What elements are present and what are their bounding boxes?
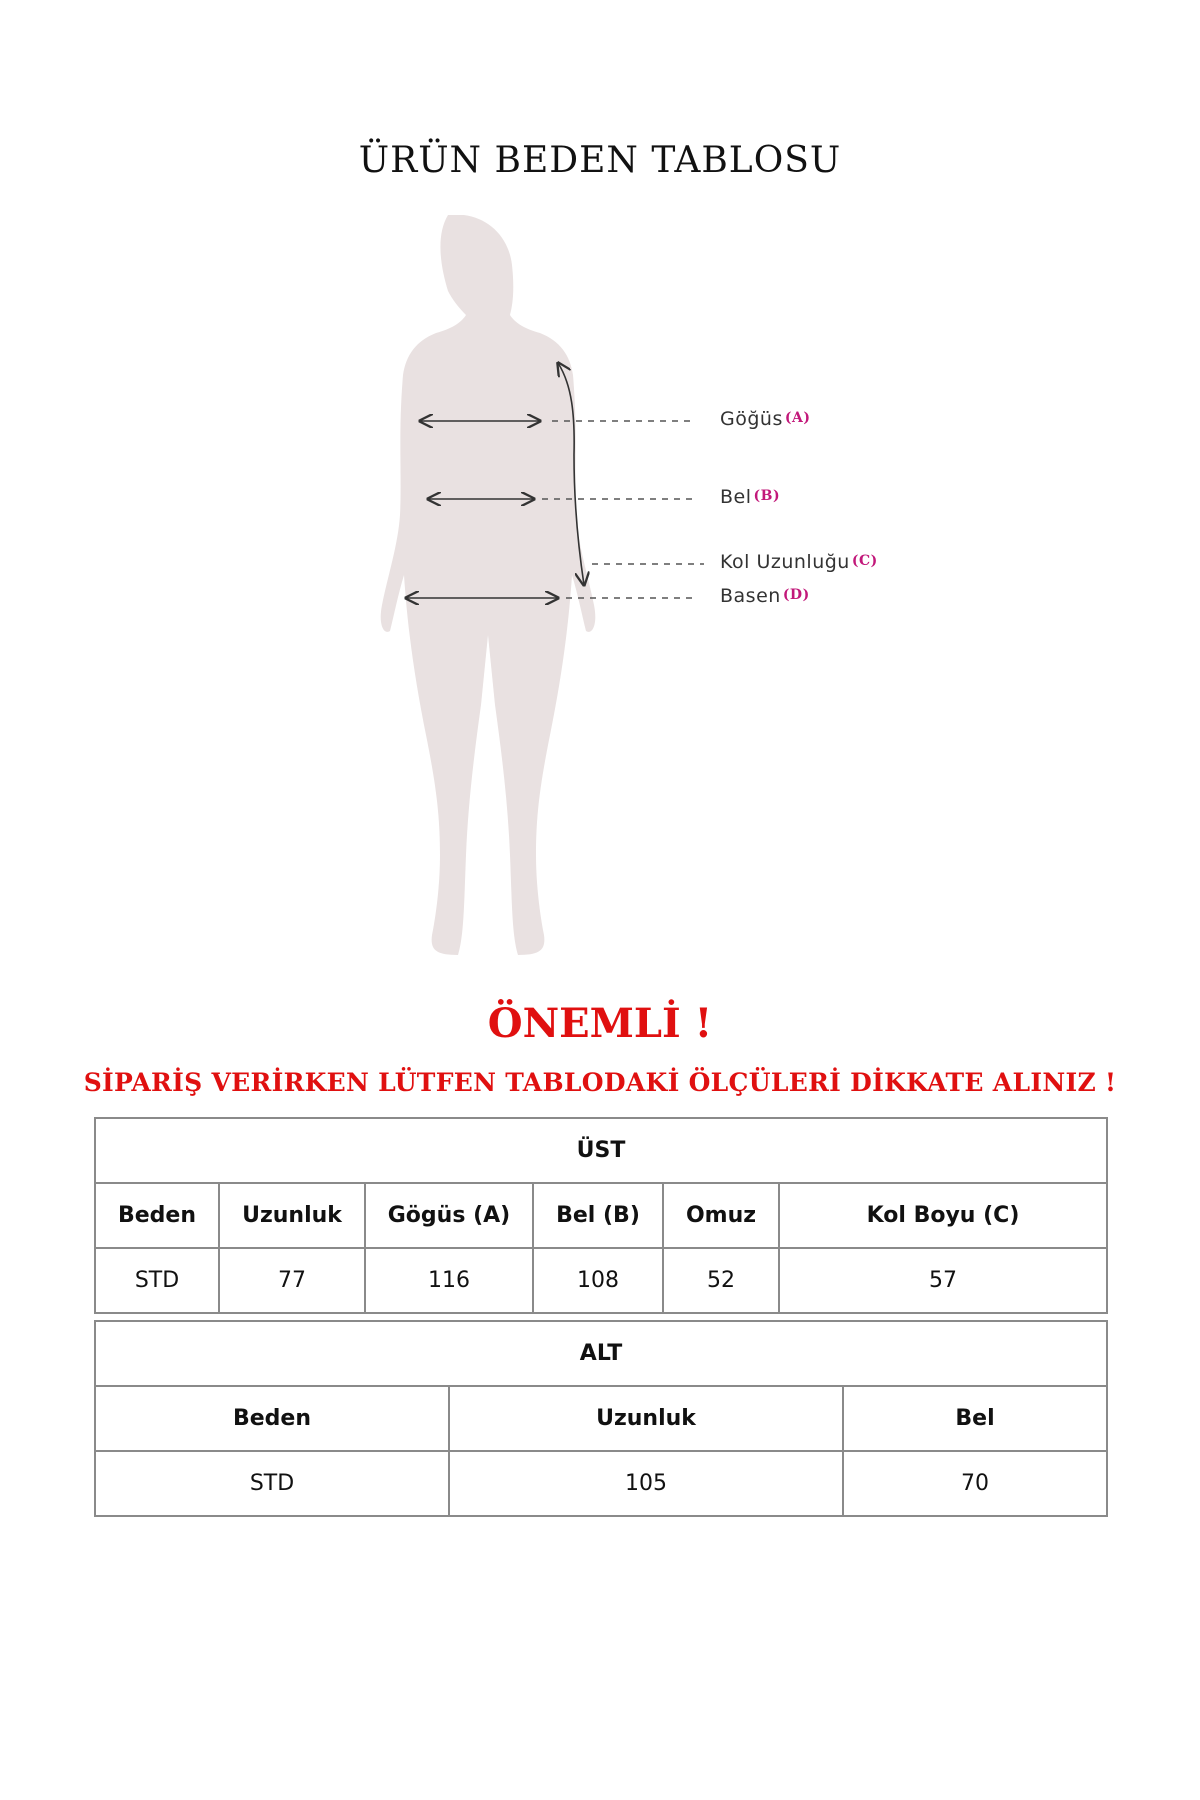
table-cell: 116 [365, 1248, 533, 1313]
table-cell: STD [95, 1248, 219, 1313]
measurement-code: (A) [784, 410, 811, 426]
measurement-label-waist: Bel (B) [720, 486, 781, 508]
column-header: Omuz [663, 1183, 779, 1248]
table-cell: 57 [779, 1248, 1107, 1313]
table-row [95, 1248, 1107, 1313]
table-cell: 77 [219, 1248, 365, 1313]
column-header: Beden [95, 1386, 449, 1451]
measurement-label-chest: Göğüs (A) [720, 408, 811, 430]
page-title: ÜRÜN BEDEN TABLOSU [358, 140, 842, 181]
table-title: ALT [95, 1321, 1107, 1386]
measurement-code: (C) [851, 553, 878, 569]
woman-silhouette [381, 215, 596, 955]
column-header: Uzunluk [449, 1386, 843, 1451]
table-cell: 70 [843, 1451, 1107, 1516]
column-header: Kol Boyu (C) [779, 1183, 1107, 1248]
table-cell: 105 [449, 1451, 843, 1516]
bottom-size-table [94, 1320, 1108, 1517]
column-header: Bel (B) [533, 1183, 663, 1248]
table-cell: 108 [533, 1248, 663, 1313]
column-header: Uzunluk [219, 1183, 365, 1248]
table-row [95, 1451, 1107, 1516]
measurement-code: (B) [753, 488, 781, 504]
order-warning: SİPARİŞ VERİRKEN LÜTFEN TABLODAKİ ÖLÇÜLERİ DİKKATE ALINIZ ! [83, 1068, 1117, 1097]
body-silhouette-illustration [340, 215, 940, 965]
column-header: Bel [843, 1386, 1107, 1451]
important-heading: ÖNEMLİ ! [487, 1000, 713, 1047]
table-cell: 52 [663, 1248, 779, 1313]
measurement-label-sleeve: Kol Uzunluğu (C) [720, 551, 878, 573]
table-header-row [95, 1386, 1107, 1451]
top-size-table [94, 1117, 1108, 1314]
measurement-label-hip: Basen (D) [720, 585, 810, 607]
table-title: ÜST [95, 1118, 1107, 1183]
column-header: Gögüs (A) [365, 1183, 533, 1248]
column-header: Beden [95, 1183, 219, 1248]
table-cell: STD [95, 1451, 449, 1516]
body-measurement-diagram [340, 215, 940, 965]
table-header-row [95, 1183, 1107, 1248]
measurement-code: (D) [782, 587, 810, 603]
